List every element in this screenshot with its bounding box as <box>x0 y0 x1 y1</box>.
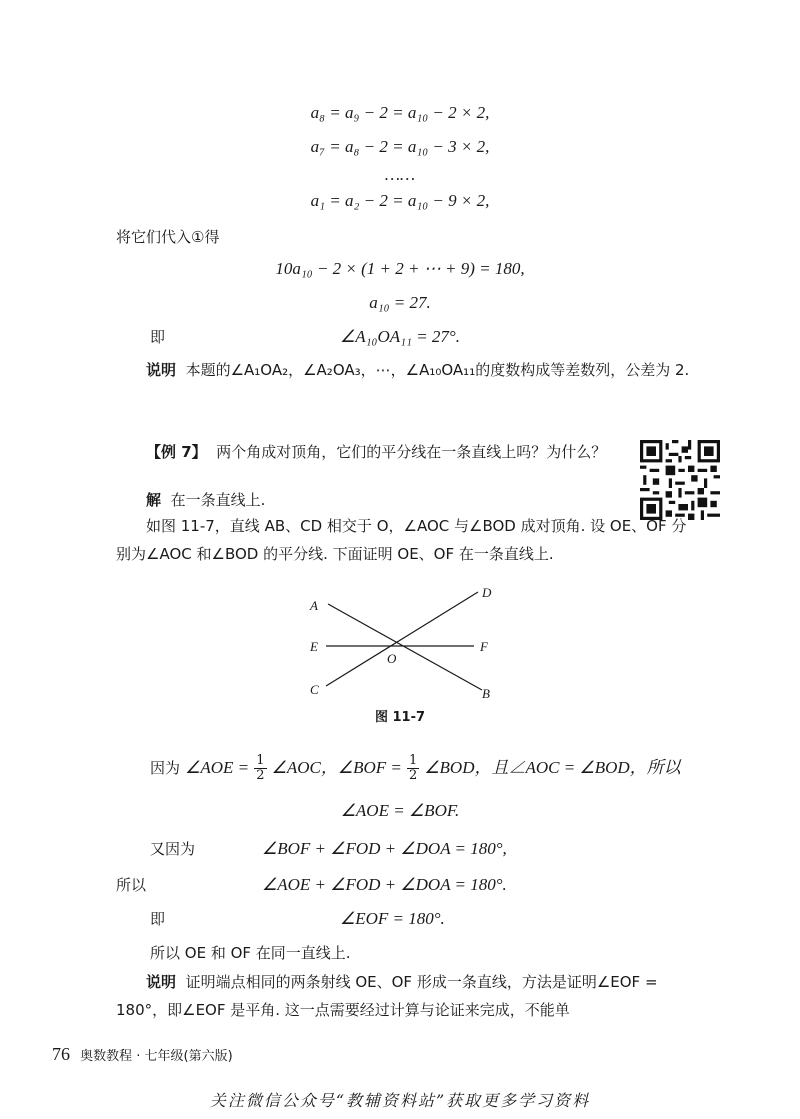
equation-a8: a₈ = a₉ − 2 = a₁₀ − 2 × 2, <box>310 103 490 122</box>
point-o-label: O <box>387 651 397 666</box>
ji-label: 即 <box>150 328 166 346</box>
substitute-text: 将它们代入①得 <box>116 228 220 246</box>
example-7 <box>116 438 626 466</box>
fraction-num: 1 <box>408 753 418 768</box>
solution-text: 在一条直线上. <box>170 491 266 509</box>
note-2-text: 证明端点相同的两条射线 OE、OF 形成一条直线，方法是证明∠EOF = 180°，即∠EOF 是平角. 这一点需要经过计算与论证来完成，不能单 <box>116 973 658 1019</box>
point-c-label: C <box>310 682 319 697</box>
page-footer <box>52 1044 233 1065</box>
equation-eof: ∠EOF = 180°. <box>340 909 445 928</box>
equation-sum-aoe: ∠AOE + ∠FOD + ∠DOA = 180°. <box>262 875 507 894</box>
fraction-num: 1 <box>256 753 265 768</box>
note-2-label: 说明 <box>146 973 177 991</box>
fraction-half-1 <box>254 754 266 783</box>
because-prefix: 因为 <box>150 759 181 777</box>
proof-intro: 如图 11-7，直线 AB、CD 相交于 O，∠AOC 与∠BOD 成对顶角. 设 OE、OF 分别为∠AOC 和∠BOD 的平分线. 下面证明 OE、OF 在一条直线上. <box>116 517 687 563</box>
note-2 <box>116 968 694 1024</box>
equation-a10: a₁₀ = 27. <box>369 293 431 312</box>
again-because-label: 又因为 <box>150 840 196 858</box>
equation-ellipsis: …… <box>384 165 416 184</box>
note-1-label: 说明 <box>146 361 177 379</box>
equation-sum: 10a₁₀ − 2 × (1 + 2 + ⋯ + 9) = 180, <box>275 259 525 278</box>
fraction-den: 2 <box>256 768 265 783</box>
example-text: 两个角成对顶角，它们的平分线在一条直线上吗？为什么？ <box>216 443 607 461</box>
because-line <box>150 754 681 783</box>
because-eq-part2: ∠AOC，∠BOF = <box>271 758 402 777</box>
solution-label: 解 <box>146 491 162 509</box>
conclusion: 所以 OE 和 OF 在同一直线上. <box>150 944 351 962</box>
equation-a1: a₁ = a₂ − 2 = a₁₀ − 9 × 2, <box>310 191 490 210</box>
equation-aoe-bof: ∠AOE = ∠BOF. <box>340 801 460 820</box>
point-a-label: A <box>310 598 318 613</box>
fraction-den: 2 <box>408 768 418 783</box>
equation-a7: a₇ = a₈ − 2 = a₁₀ − 3 × 2, <box>310 137 490 156</box>
watermark-note: 关注微信公众号“教辅资料站”获取更多学习资料 <box>209 1091 591 1110</box>
point-f-label: F <box>480 639 488 654</box>
point-b-label: B <box>482 686 490 701</box>
fraction-half-2 <box>407 754 419 783</box>
note-1-text: 本题的∠A₁OA₂，∠A₂OA₃，⋯，∠A₁₀OA₁₁的度数构成等差数列，公差为 2. <box>185 361 690 379</box>
equation-sum-bof: ∠BOF + ∠FOD + ∠DOA = 180°, <box>262 839 507 858</box>
because-eq-part3: ∠BOD，且∠AOC = ∠BOD，所以 <box>424 758 681 777</box>
line-cd <box>326 592 478 686</box>
so-label: 所以 <box>116 876 147 894</box>
page-number: 76 <box>52 1044 70 1064</box>
solution <box>116 486 694 514</box>
example-label: 【例 7】 <box>146 443 207 461</box>
ji-label-2: 即 <box>150 910 166 928</box>
figure-11-7 <box>300 580 500 710</box>
line-ab <box>328 604 482 690</box>
book-title: 奥数教程 · 七年级(第六版) <box>80 1049 233 1064</box>
figure-caption: 图 11-7 <box>374 710 426 725</box>
point-d-label: D <box>482 585 492 600</box>
note-1 <box>116 356 694 384</box>
point-e-label: E <box>310 639 318 654</box>
equation-angle-a10: ∠A₁₀OA₁₁ = 27°. <box>340 327 460 346</box>
because-eq-part1: ∠AOE = <box>185 758 250 777</box>
